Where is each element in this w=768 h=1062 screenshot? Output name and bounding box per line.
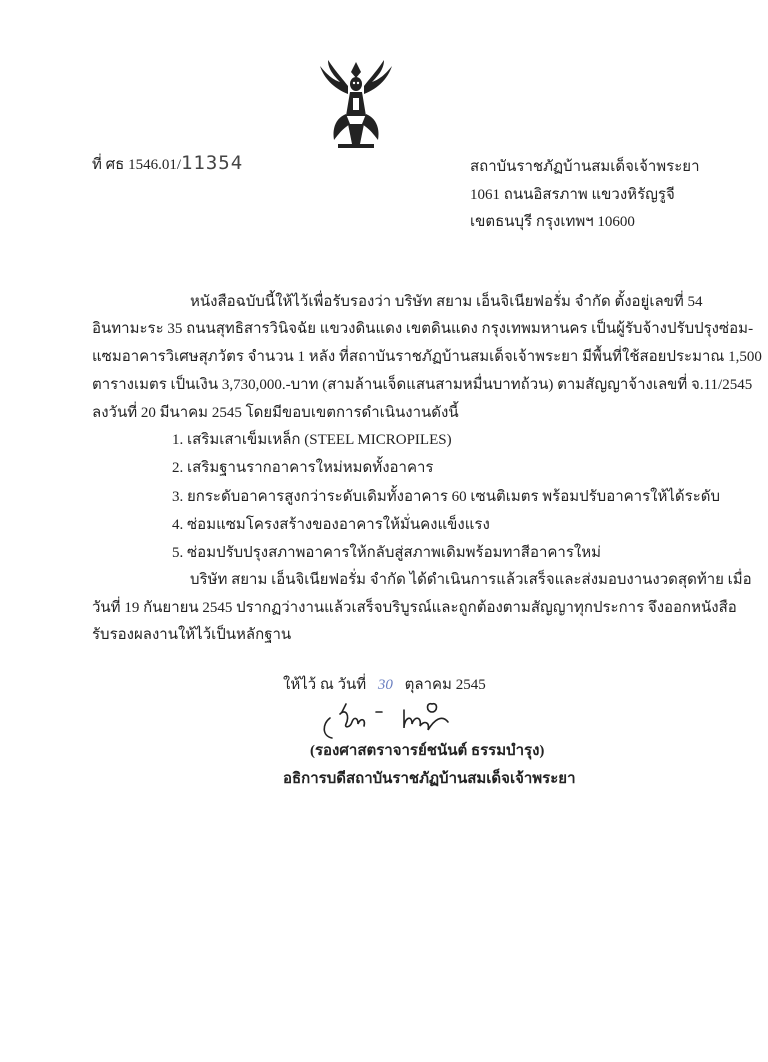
handwritten-signature xyxy=(318,698,478,740)
address-line: 1061 ถนนอิสรภาพ แขวงหิรัญรูจี xyxy=(470,187,675,203)
address-line: เขตธนบุรี กรุงเทพฯ 10600 xyxy=(470,214,635,230)
signatory-name: (รองศาสตราจารย์ชนันต์ ธรรมบำรุง) xyxy=(310,743,545,759)
address-line: สถาบันราชภัฏบ้านสมเด็จเจ้าพระยา xyxy=(470,159,700,175)
paragraph-line: บริษัท สยาม เอ็นจิเนียฟอรั่ม จำกัด ได้ดำเนินการแล้วเสร็จและส่งมอบงานงวดสุดท้าย เมื่อ xyxy=(190,572,752,588)
paragraph-line: ลงวันที่ 20 มีนาคม 2545 โดยมีขอบเขตการดำเนินงานดังนี้ xyxy=(92,405,459,421)
paragraph-line: ตารางเมตร เป็นเงิน 3,730,000.-บาท (สามล้านเจ็ดแสนสามหมื่นบาทถ้วน) ตามสัญญาจ้างเลขที่ จ.11/2545 xyxy=(92,377,753,393)
list-item: 1. เสริมเสาเข็มเหล็ก (STEEL MICROPILES) xyxy=(172,432,452,448)
paragraph-line: อินทามะระ 35 ถนนสุทธิสารวินิจฉัย แขวงดินแดง เขตดินแดง กรุงเทพมหานคร เป็นผู้รับจ้างปรับปรุงซ่อม- xyxy=(92,321,754,337)
list-item: 2. เสริมฐานรากอาคารใหม่หมดทั้งอาคาร xyxy=(172,460,434,476)
ref-prefix: ที่ ศธ 1546.01/ xyxy=(92,157,181,173)
paragraph-line: วันที่ 19 กันยายน 2545 ปรากฏว่างานแล้วเสร็จบริบูรณ์และถูกต้องตามสัญญาทุกประการ จึงออกหนังสือ xyxy=(92,600,737,616)
paragraph-line: รับรองผลงานให้ไว้เป็นหลักฐาน xyxy=(92,627,292,643)
garuda-emblem-icon xyxy=(318,58,394,150)
date-day-handwritten: 30 xyxy=(377,677,393,693)
ref-number-stamp: 11354 xyxy=(180,152,244,174)
date-prefix: ให้ไว้ ณ วันที่ xyxy=(283,677,367,693)
list-item: 4. ซ่อมแซมโครงสร้างของอาคารให้มั่นคงแข็งแรง xyxy=(172,517,490,533)
issue-date xyxy=(283,672,486,696)
paragraph-line: แซมอาคารวิเศษสุภวัตร จำนวน 1 หลัง ที่สถาบันราชภัฏบ้านสมเด็จเจ้าพระยา มีพื้นที่ใช้สอยประมาณ 1,500 xyxy=(92,349,762,365)
list-item: 5. ซ่อมปรับปรุงสภาพอาคารให้กลับสู่สภาพเดิมพร้อมทาสีอาคารใหม่ xyxy=(172,545,602,561)
list-item: 3. ยกระดับอาคารสูงกว่าระดับเดิมทั้งอาคาร 60 เซนติเมตร พร้อมปรับอาคารให้ได้ระดับ xyxy=(172,489,721,505)
signatory-title: อธิการบดีสถาบันราชภัฏบ้านสมเด็จเจ้าพระยา xyxy=(283,771,576,787)
paragraph-line: หนังสือฉบับนี้ให้ไว้เพื่อรับรองว่า บริษัท สยาม เอ็นจิเนียฟอรั่ม จำกัด ตั้งอยู่เลขที่ 54 xyxy=(190,294,703,310)
reference-number xyxy=(92,152,243,176)
date-suffix: ตุลาคม 2545 xyxy=(404,677,486,693)
